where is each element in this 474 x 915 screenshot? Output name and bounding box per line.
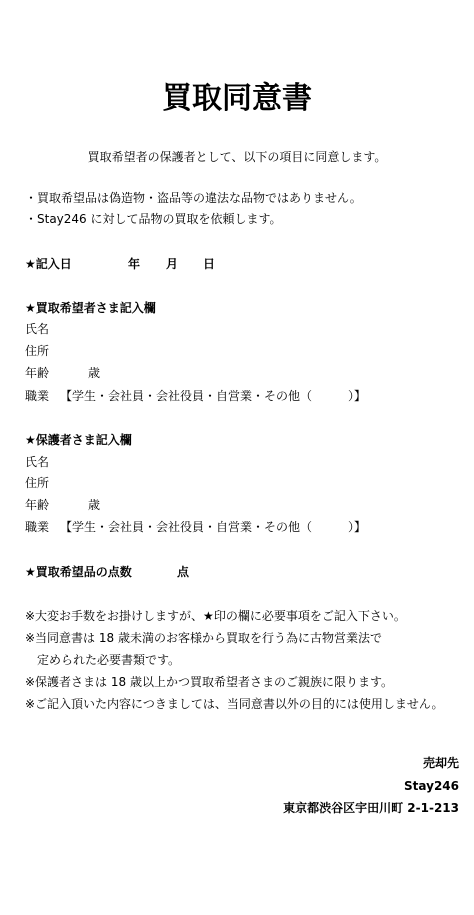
guardian-age-unit: 歳 [88, 498, 101, 512]
applicant-occupation-options: 【学生・会社員・会社役員・自営業・その他（ ）】 [60, 389, 367, 403]
note-line: 定められた必要書類です。 [25, 653, 181, 667]
applicant-age-label: 年齢 [25, 366, 50, 380]
applicant-section-heading: ★買取希望者さま記入欄 [25, 301, 156, 315]
pledge-item: ・買取希望品は偽造物・盗品等の違法な品物ではありません。 [25, 191, 362, 205]
seller-address: 東京都渋谷区宇田川町 2-1-213 [283, 801, 459, 815]
note-line: ※ご記入頂いた内容につきましては、当同意書以外の目的には使用しません。 [25, 697, 444, 711]
note-line: ※大変お手数をお掛けしますが、★印の欄に必要事項をご記入下さい。 [25, 609, 406, 623]
document-title: 買取同意書 [162, 81, 312, 116]
guardian-name-label: 氏名 [25, 455, 50, 469]
guardian-age-label: 年齢 [25, 498, 50, 512]
applicant-name-label: 氏名 [25, 322, 50, 336]
guardian-address-label: 住所 [25, 476, 50, 490]
note-line: ※保護者さまは 18 歳以上かつ買取希望者さまのご親族に限ります。 [25, 675, 393, 689]
guardian-occupation-options: 【学生・会社員・会社役員・自営業・その他（ ）】 [60, 520, 367, 534]
pledge-item: ・Stay246 に対して品物の買取を依頼します。 [25, 212, 282, 226]
applicant-address-label: 住所 [25, 344, 50, 358]
applicant-occupation-label: 職業 [25, 389, 50, 403]
consent-lead: 買取希望者の保護者として、以下の項目に同意します。 [87, 150, 387, 164]
entry-date-year: 年 [128, 257, 141, 271]
applicant-age-unit: 歳 [88, 366, 101, 380]
guardian-occupation-label: 職業 [25, 520, 50, 534]
entry-date-label: ★記入日 [25, 257, 72, 271]
item-count-unit: 点 [177, 565, 190, 579]
note-line: ※当同意書は 18 歳未満のお客様から買取を行う為に古物営業法で [25, 631, 382, 645]
item-count-label: ★買取希望品の点数 [25, 565, 132, 579]
entry-date-month: 月 [166, 257, 179, 271]
entry-date-day: 日 [203, 257, 216, 271]
guardian-section-heading: ★保護者さま記入欄 [25, 433, 132, 447]
seller-name: Stay246 [404, 779, 459, 793]
seller-heading: 売却先 [422, 756, 459, 770]
